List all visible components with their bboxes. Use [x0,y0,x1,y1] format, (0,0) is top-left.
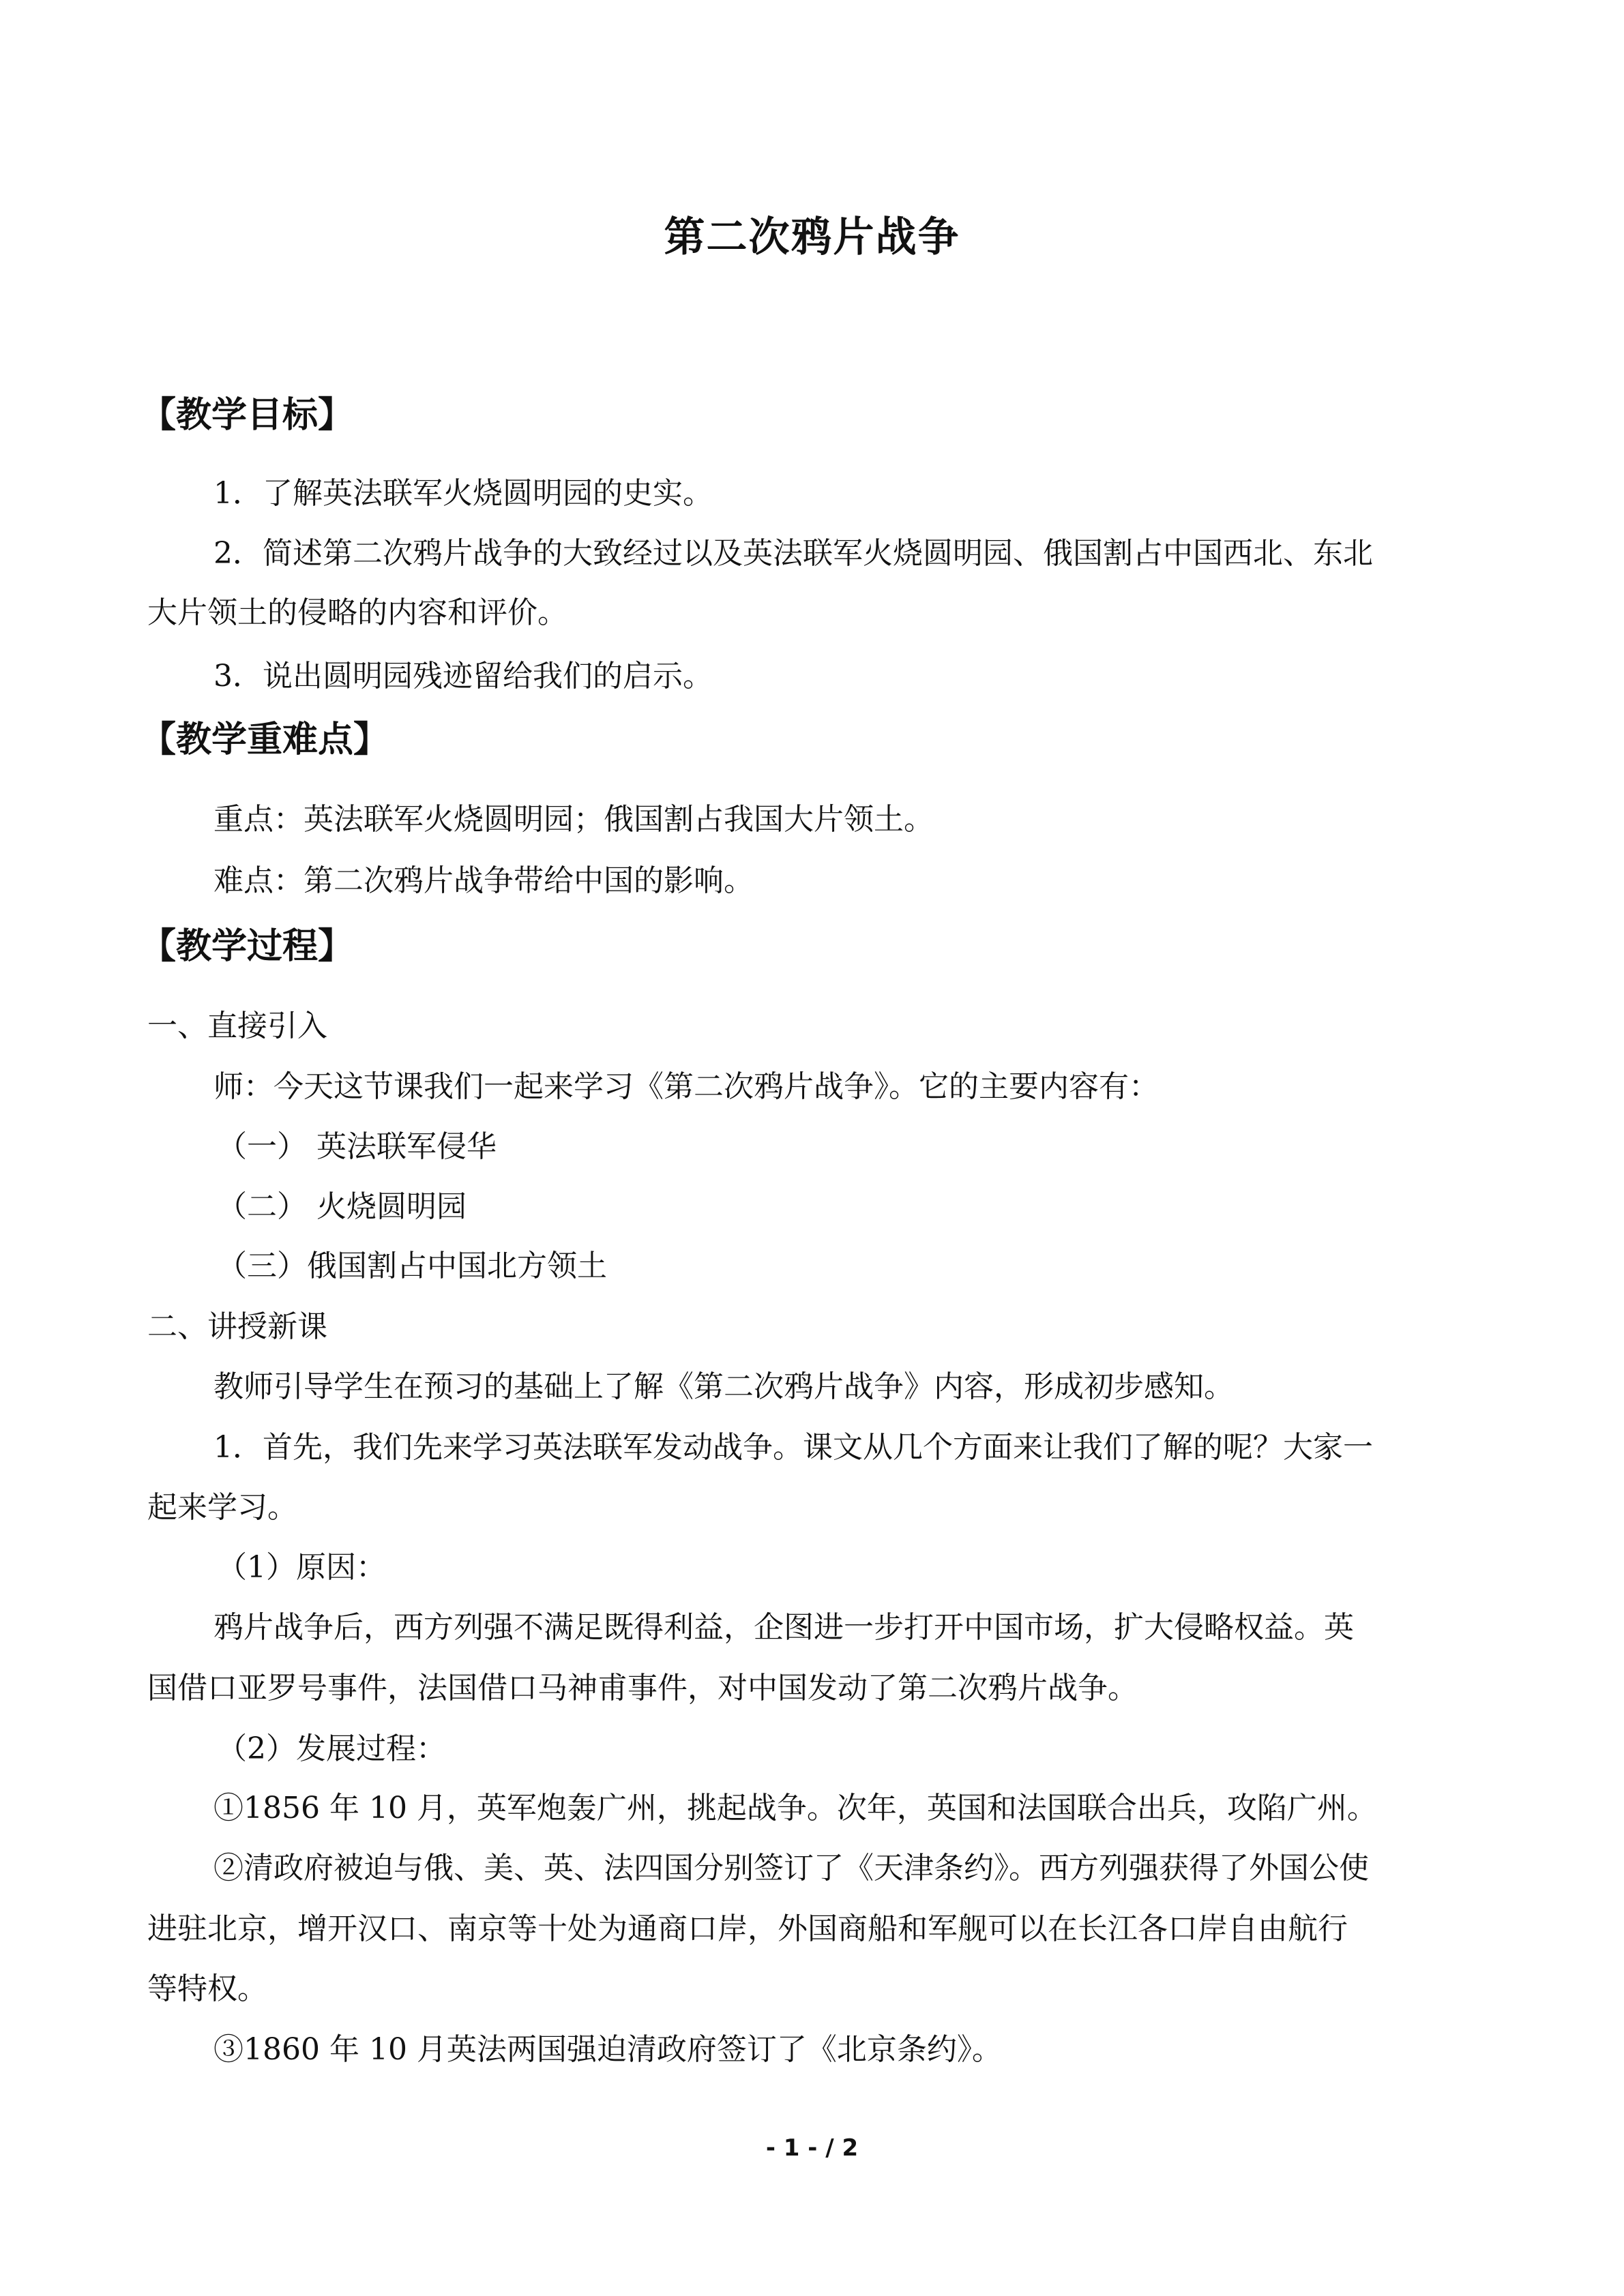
process-part-2-title: 二、讲授新课 [147,1309,327,1344]
event-2-line-3: 等特权。 [147,1971,267,2006]
goal-item-3: 3．说出圆明园残迹留给我们的启示。 [213,659,713,694]
goal-item-2-line-2: 大片领土的侵略的内容和评价。 [147,595,567,630]
section-heading-process: 【教学过程】 [141,925,354,967]
event-3: ③1860 年 10 月英法两国强迫清政府签订了《北京条约》。 [213,2032,1002,2067]
step-1-line-2: 起来学习。 [147,1490,297,1525]
page-number: - 1 - / 2 [765,2134,859,2162]
step-1-line-1: 1．首先，我们先来学习英法联军发动战争。课文从几个方面来让我们了解的呢？大家一 [213,1430,1373,1465]
goal-item-2-line-1: 2．简述第二次鸦片战争的大致经过以及英法联军火烧圆明园、俄国割占中国西北、东北 [213,536,1373,571]
event-2-line-1: ②清政府被迫与俄、美、英、法四国分别签订了《天津条约》。西方列强获得了外国公使 [213,1851,1369,1885]
process-part-1-title: 一、直接引入 [147,1009,327,1043]
teacher-intro: 师：今天这节课我们一起来学习《第二次鸦片战争》。它的主要内容有： [213,1069,1159,1104]
content-item-2: （二） 火烧圆明园 [217,1189,467,1224]
section-heading-key-points: 【教学重难点】 [141,719,389,760]
cause-text-line-2: 国借口亚罗号事件，法国借口马神甫事件，对中国发动了第二次鸦片战争。 [147,1671,1138,1705]
content-item-1: （一） 英法联军侵华 [217,1129,497,1164]
section-heading-goals: 【教学目标】 [141,394,354,436]
event-1: ①1856 年 10 月，英军炮轰广州，挑起战争。次年，英国和法国联合出兵，攻陷广州。 [213,1791,1377,1825]
development-label: （2）发展过程： [217,1731,446,1766]
page-title: 第二次鸦片战争 [664,213,960,261]
key-point-difficulty: 难点：第二次鸦片战争带给中国的影响。 [213,863,754,898]
event-2-line-2: 进驻北京，增开汉口、南京等十处为通商口岸，外国商船和军舰可以在长江各口岸自由航行 [147,1911,1348,1946]
goal-item-1: 1．了解英法联军火烧圆明园的史实。 [213,476,713,511]
content-item-3: （三）俄国割占中国北方领土 [217,1249,607,1283]
cause-label: （1）原因： [217,1550,386,1585]
teacher-guide: 教师引导学生在预习的基础上了解《第二次鸦片战争》内容，形成初步感知。 [213,1369,1234,1404]
cause-text-line-1: 鸦片战争后，西方列强不满足既得利益，企图进一步打开中国市场，扩大侵略权益。英 [213,1610,1354,1645]
key-point-focus: 重点：英法联军火烧圆明园；俄国割占我国大片领土。 [213,802,934,837]
